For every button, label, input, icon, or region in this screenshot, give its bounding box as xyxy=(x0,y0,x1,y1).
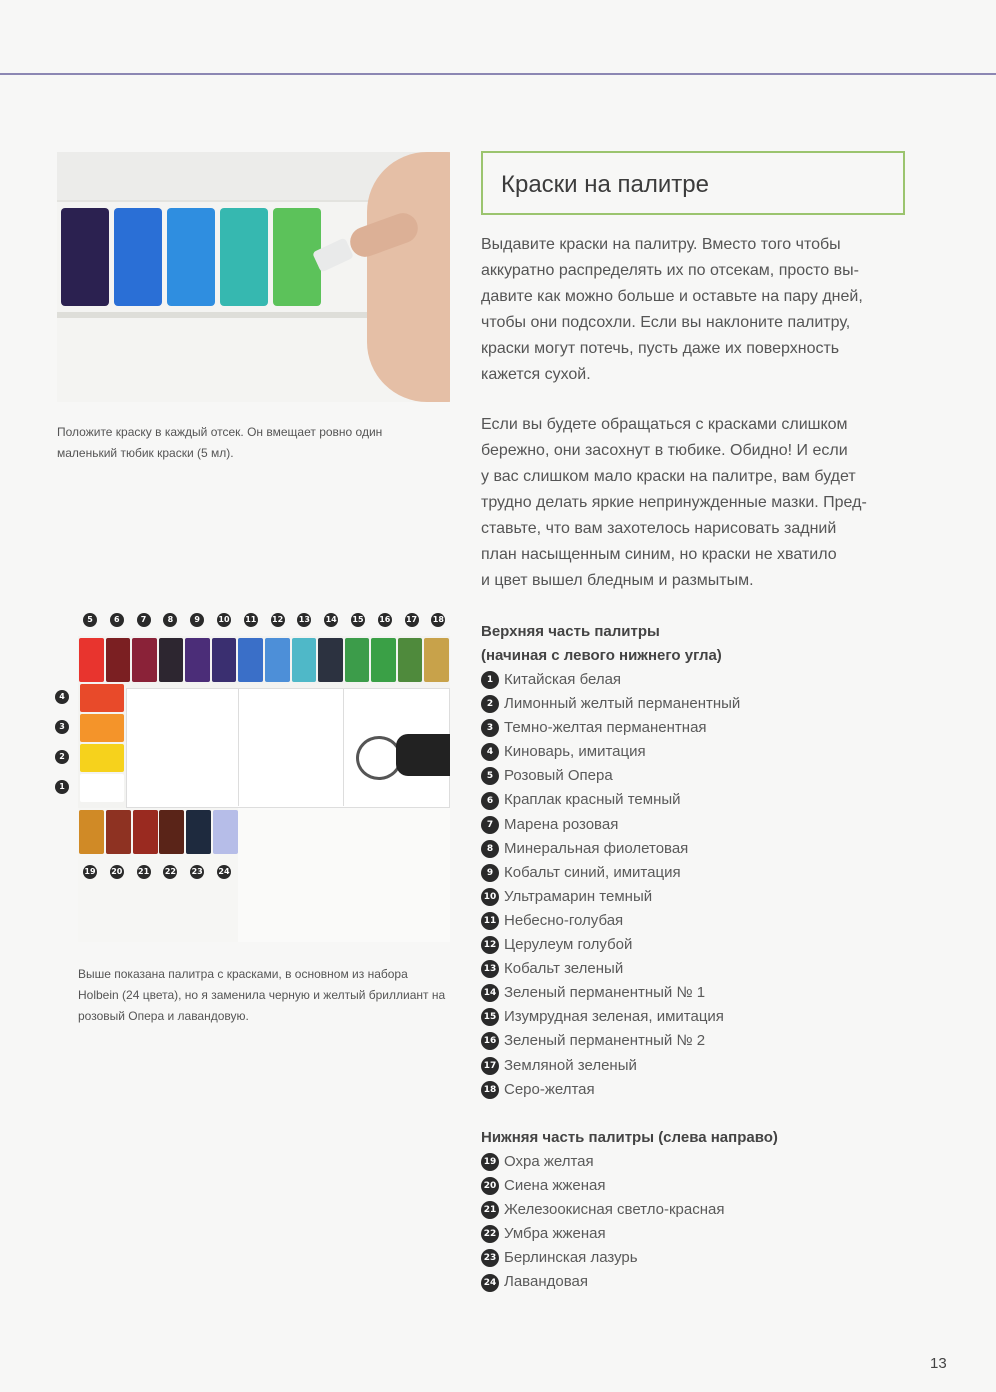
number-badge-icon: 18 xyxy=(481,1081,499,1099)
top-rule xyxy=(0,73,996,75)
paragraph-1 xyxy=(481,232,946,388)
paragraph-line: аккуратно распределять их по отсекам, просто вы- xyxy=(481,262,859,279)
number-badge-icon: 9 xyxy=(481,864,499,882)
number-badge-icon: 8 xyxy=(481,840,499,858)
number-badge-icon: 7 xyxy=(137,613,151,627)
paint-swatch xyxy=(80,684,124,712)
list-item xyxy=(481,1150,941,1174)
number-badge-icon: 10 xyxy=(217,613,231,627)
number-badge-icon: 19 xyxy=(481,1153,499,1171)
bottom-numbers xyxy=(83,865,231,879)
photo-caption-2: Выше показана палитра с красками, в основном из набора Holbein (24 цвета), но я заменила черную и желтый бриллиант на розовый Опера и лавандовую. xyxy=(78,967,446,1023)
list-item xyxy=(481,1029,941,1053)
number-badge-icon: 21 xyxy=(137,865,151,879)
number-badge-icon: 4 xyxy=(55,690,69,704)
paragraph-line: и цвет вышел бледным и размытым. xyxy=(481,572,754,589)
paint-swatch xyxy=(186,810,211,854)
paragraph-line: кажется сухой. xyxy=(481,366,591,383)
number-badge-icon: 3 xyxy=(55,720,69,734)
color-name: Лимонный желтый перманентный xyxy=(504,695,741,713)
bottom-list-heading: Нижняя часть палитры (слева направо) xyxy=(481,1129,778,1146)
brush xyxy=(396,734,450,776)
paragraph-line: давите как можно больше и оставьте на пару дней, xyxy=(481,288,863,305)
color-name: Ультрамарин темный xyxy=(504,887,653,905)
number-badge-icon: 23 xyxy=(190,865,204,879)
title-box xyxy=(481,151,905,215)
number-badge-icon: 20 xyxy=(481,1177,499,1195)
hand xyxy=(367,152,450,402)
color-name: Розовый Опера xyxy=(504,767,613,785)
paint-swatch xyxy=(265,638,290,682)
top-list-heading-2: (начиная с левого нижнего угла) xyxy=(481,647,722,664)
color-name: Серо-желтая xyxy=(504,1080,595,1098)
number-badge-icon: 4 xyxy=(481,743,499,761)
number-badge-icon: 2 xyxy=(481,695,499,713)
number-badge-icon: 20 xyxy=(110,865,124,879)
list-item xyxy=(481,1222,941,1246)
number-badge-icon: 8 xyxy=(163,613,177,627)
paragraph-line: бережно, они засохнут в тюбике. Обидно! И если xyxy=(481,442,848,459)
list-item xyxy=(481,788,941,812)
number-badge-icon: 3 xyxy=(481,719,499,737)
color-name: Киноварь, имитация xyxy=(504,743,646,761)
full-palette-photo xyxy=(78,636,450,942)
top-palette-list xyxy=(481,620,941,1102)
color-name: Церулеум голубой xyxy=(504,936,633,954)
paragraph-line: краски могут потечь, пусть даже их поверхность xyxy=(481,340,840,357)
number-badge-icon: 12 xyxy=(481,936,499,954)
number-badge-icon: 13 xyxy=(481,960,499,978)
number-badge-icon: 11 xyxy=(244,613,258,627)
number-badge-icon: 1 xyxy=(55,780,69,794)
paint-swatch xyxy=(79,638,104,682)
color-name: Марена розовая xyxy=(504,815,619,833)
paint-swatch xyxy=(345,638,370,682)
paragraph-2 xyxy=(481,412,946,594)
number-badge-icon: 17 xyxy=(405,613,419,627)
list-item xyxy=(481,1054,941,1078)
list-item xyxy=(481,909,941,933)
number-badge-icon: 23 xyxy=(481,1249,499,1267)
paragraph-line: трудно делать яркие непринужденные мазки. Пред- xyxy=(481,494,867,511)
color-name: Минеральная фиолетовая xyxy=(504,839,689,857)
number-badge-icon: 6 xyxy=(110,613,124,627)
color-name: Изумрудная зеленая, имитация xyxy=(504,1008,724,1026)
paint-pan xyxy=(220,208,268,306)
list-item xyxy=(481,861,941,885)
list-item xyxy=(481,764,941,788)
paint-swatch xyxy=(80,714,124,742)
color-name: Зеленый перманентный № 1 xyxy=(504,984,706,1002)
number-badge-icon: 19 xyxy=(83,865,97,879)
paragraph-line: Если вы будете обращаться с красками слишком xyxy=(481,416,848,433)
paint-swatch xyxy=(213,810,238,854)
paint-swatch xyxy=(80,744,124,772)
well-divider xyxy=(238,688,239,806)
number-badge-icon: 14 xyxy=(481,984,499,1002)
paragraph-line: чтобы они подсохли. Если вы наклоните палитру, xyxy=(481,314,851,331)
paint-swatch xyxy=(212,638,237,682)
number-badge-icon: 21 xyxy=(481,1201,499,1219)
photo-caption-1: Положите краску в каждый отсек. Он вмещает ровно один маленький тюбик краски (5 мл). xyxy=(57,425,383,460)
color-name: Берлинская лазурь xyxy=(504,1249,638,1267)
number-badge-icon: 15 xyxy=(481,1008,499,1026)
paint-swatch xyxy=(132,638,157,682)
paint-swatch xyxy=(106,810,131,854)
number-badge-icon: 22 xyxy=(163,865,177,879)
list-item xyxy=(481,885,941,909)
number-badge-icon: 17 xyxy=(481,1057,499,1075)
number-badge-icon: 7 xyxy=(481,816,499,834)
list-item xyxy=(481,1078,941,1102)
color-name: Китайская белая xyxy=(504,671,622,688)
paint-swatch xyxy=(79,810,104,854)
number-badge-icon: 1 xyxy=(481,671,499,689)
page-number: 13 xyxy=(930,1355,947,1372)
paint-swatch xyxy=(80,774,124,802)
number-badge-icon: 12 xyxy=(271,613,285,627)
color-name: Темно-желтая перманентная xyxy=(504,719,707,737)
list-item xyxy=(481,668,941,692)
list-item xyxy=(481,740,941,764)
list-item xyxy=(481,933,941,957)
list-item xyxy=(481,957,941,981)
bottom-palette-list xyxy=(481,1126,941,1295)
left-numbers xyxy=(55,690,69,794)
paint-swatch xyxy=(424,638,449,682)
color-name: Краплак красный темный xyxy=(504,791,681,809)
color-name: Зеленый перманентный № 2 xyxy=(504,1032,706,1050)
number-badge-icon: 14 xyxy=(324,613,338,627)
paragraph-line: Выдавите краски на палитру. Вместо того чтобы xyxy=(481,236,841,253)
list-item xyxy=(481,1270,941,1294)
number-badge-icon: 9 xyxy=(190,613,204,627)
paragraph-line: у вас слишком мало краски на палитре, вам будет xyxy=(481,468,856,485)
paint-swatch xyxy=(159,810,184,854)
list-item xyxy=(481,837,941,861)
number-badge-icon: 5 xyxy=(481,767,499,785)
paragraph-line: план насыщенным синим, но краски не хватило xyxy=(481,546,837,563)
number-badge-icon: 10 xyxy=(481,888,499,906)
list-item xyxy=(481,1005,941,1029)
paint-swatch xyxy=(292,638,317,682)
color-name: Кобальт зеленый xyxy=(504,960,624,978)
number-badge-icon: 5 xyxy=(83,613,97,627)
well-divider xyxy=(343,688,344,806)
paint-swatch xyxy=(318,638,343,682)
list-item xyxy=(481,813,941,837)
number-badge-icon: 6 xyxy=(481,792,499,810)
color-name: Небесно-голубая xyxy=(504,911,624,929)
number-badge-icon: 13 xyxy=(297,613,311,627)
list-item xyxy=(481,1246,941,1270)
paint-swatch xyxy=(398,638,423,682)
page-title: Краски на палитре xyxy=(501,171,709,198)
list-item xyxy=(481,1198,941,1222)
list-item xyxy=(481,716,941,740)
color-name: Сиена жженая xyxy=(504,1177,606,1195)
paint-swatch xyxy=(371,638,396,682)
number-badge-icon: 22 xyxy=(481,1225,499,1243)
number-badge-icon: 24 xyxy=(217,865,231,879)
paint-pan xyxy=(61,208,109,306)
color-name: Умбра жженая xyxy=(504,1225,606,1243)
paint-pan xyxy=(114,208,162,306)
list-item xyxy=(481,981,941,1005)
paint-swatch xyxy=(106,638,131,682)
paint-swatch xyxy=(159,638,184,682)
list-item xyxy=(481,692,941,716)
paragraph-line: ставьте, что вам захотелось нарисовать задний xyxy=(481,520,837,537)
top-list-heading-1: Верхняя часть палитры xyxy=(481,623,660,640)
paint-pan xyxy=(167,208,215,306)
number-badge-icon: 11 xyxy=(481,912,499,930)
color-name: Земляной зеленый xyxy=(504,1056,637,1074)
color-name: Охра желтая xyxy=(504,1153,594,1170)
color-name: Кобальт синий, имитация xyxy=(504,863,681,881)
top-numbers xyxy=(83,613,445,627)
number-badge-icon: 16 xyxy=(378,613,392,627)
number-badge-icon: 2 xyxy=(55,750,69,764)
color-name: Лавандовая xyxy=(504,1273,588,1291)
number-badge-icon: 18 xyxy=(431,613,445,627)
palette-photo xyxy=(57,152,450,402)
number-badge-icon: 16 xyxy=(481,1032,499,1050)
number-badge-icon: 15 xyxy=(351,613,365,627)
paint-swatch xyxy=(185,638,210,682)
paint-swatch xyxy=(133,810,158,854)
color-name: Железоокисная светло-красная xyxy=(504,1201,725,1219)
number-badge-icon: 24 xyxy=(481,1274,499,1292)
list-item xyxy=(481,1174,941,1198)
paint-swatch xyxy=(238,638,263,682)
